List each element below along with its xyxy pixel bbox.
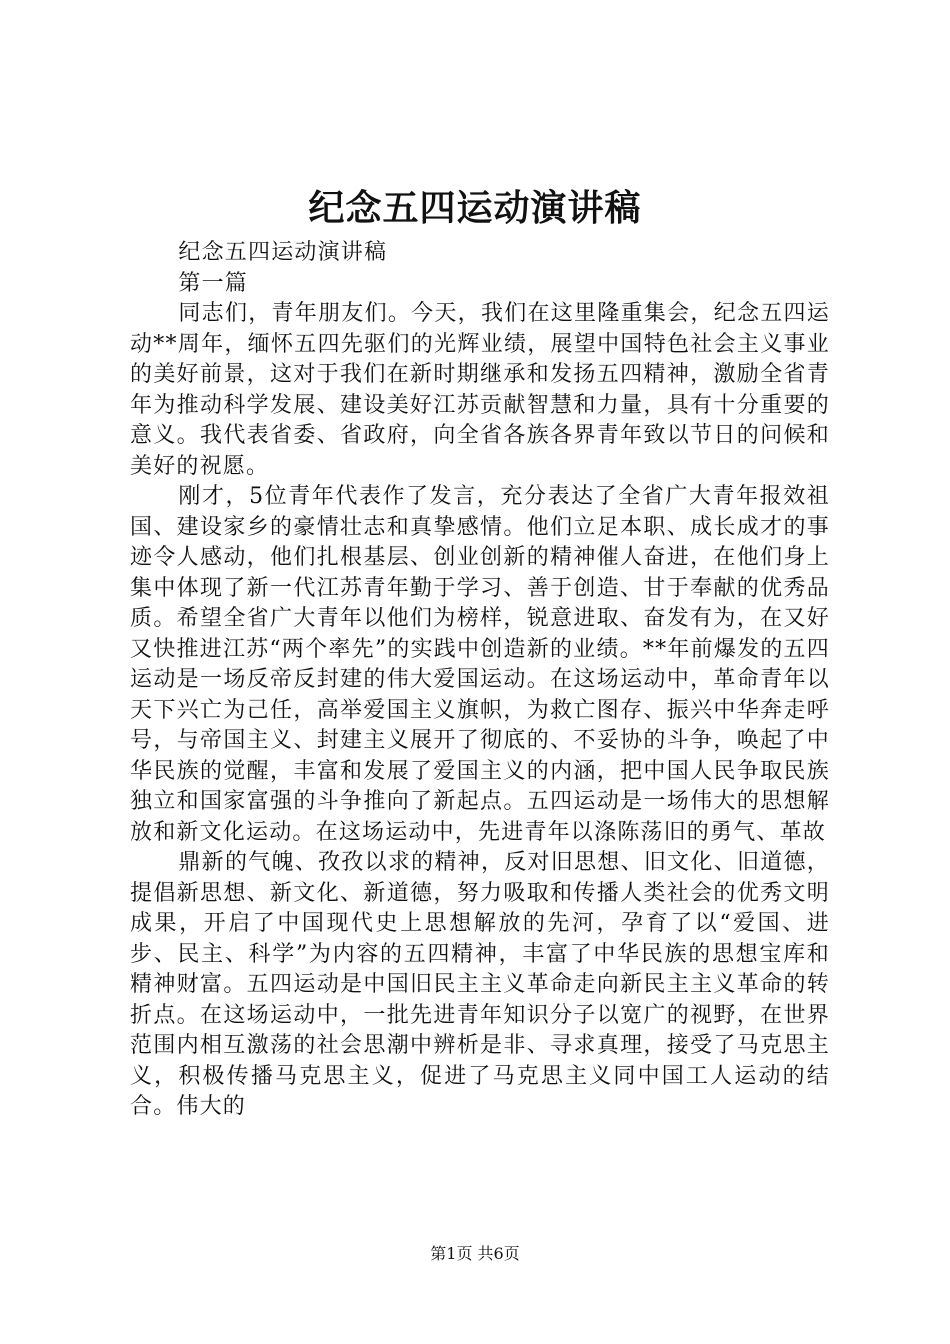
document-body	[130, 238, 830, 1123]
subtitle-line: 纪念五四运动演讲稿	[178, 240, 388, 265]
section-label: 第一篇	[178, 270, 248, 296]
body-paragraph: 鼎新的气魄、孜孜以求的精神，反对旧思想、旧文化、旧道德，提倡新思想、新文化、新道德，努力吸取和传播人类社会的优秀文明成果，开启了中国现代史上思想解放的先河，孕育了以“爱国、进步、民主、科学”为内容的五四精神，丰富了中华民族的思想宝库和精神财富。五四运动是中国旧民主主义革命走向新民主主义革命的转折点。在这场运动中，一批先进青年知识分子以宽广的视野，在世界范围内相互激荡的社会思潮中辨析是非、寻求真理，接受了马克思主义，积极传播马克思主义，促进了马克思主义同中国工人运动的结合。伟大的	[130, 850, 830, 1119]
document-title: 纪念五四运动演讲稿	[308, 187, 642, 229]
body-paragraph: 同志们，青年朋友们。今天，我们在这里隆重集会，纪念五四运动**周年，缅怀五四先驱们的光辉业绩，展望中国特色社会主义事业的美好前景，这对于我们在新时期继承和发扬五四精神，激励全省青年为推动科学发展、建设美好江苏贡献智慧和力量，具有十分重要的意义。我代表省委、省政府，向全省各族各界青年致以节日的问候和美好的祝愿。	[130, 301, 830, 479]
body-paragraph: 刚才，5位青年代表作了发言，充分表达了全省广大青年报效祖国、建设家乡的豪情壮志和真挚感情。他们立足本职、成长成才的事迹令人感动，他们扎根基层、创业创新的精神催人奋进，在他们身上集中体现了新一代江苏青年勤于学习、善于创造、甘于奉献的优秀品质。希望全省广大青年以他们为榜样，锐意进取、奋发有为，在又好又快推进江苏“两个率先”的实践中创造新的业绩。**年前爆发的五四运动是一场反帝反封建的伟大爱国运动。在这场运动中，革命青年以天下兴亡为己任，高举爱国主义旗帜，为救亡图存、振兴中华奔走呼号，与帝国主义、封建主义展开了彻底的、不妥协的斗争，唤起了中华民族的觉醒，丰富和发展了爱国主义的内涵，把中国人民争取民族独立和国家富强的斗争推向了新起点。五四运动是一场伟大的思想解放和新文化运动。在这场运动中，先进青年以涤陈荡旧的勇气、革故	[130, 484, 830, 845]
page-footer: 第1页 共6页	[430, 1244, 520, 1263]
